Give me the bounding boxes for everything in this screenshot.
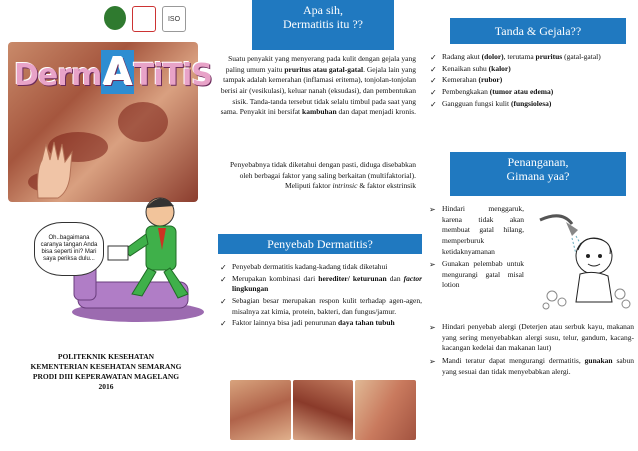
list-item: ✓ Gangguan fungsi kulit (fungsiolesa) <box>428 99 634 110</box>
institution-line: KEMENTERIAN KESEHATAN SEMARANG <box>30 362 182 372</box>
institution-line: POLITEKNIK KESEHATAN <box>57 352 155 361</box>
section-header-apa: Apa sih, Dermatitis itu ?? <box>252 0 394 50</box>
info-column <box>214 0 426 451</box>
symptoms-column <box>428 0 638 451</box>
institution-year: 2016 <box>98 382 114 392</box>
list-item: ✓ Pembengkakan (tumor atau edema) <box>428 87 634 98</box>
treatment-list-b <box>428 322 634 379</box>
list-item: ✓ Kemerahan (rubor) <box>428 75 634 86</box>
speech-bubble: Oh..bagaimana caranya tangan Anda bisa seperti ini? Mari saya periksa dulu... <box>34 222 104 276</box>
dermatitis-photo <box>230 380 291 440</box>
list-item: ✓ Sebagian besar merupakan respon kulit terhadap agen-agen, misalnya zat kimia, protein, bakteri, dan fungus/jamur. <box>218 296 422 317</box>
list-item: ✓ Kenaikan suhu (kalor) <box>428 64 634 75</box>
cover-column <box>0 0 212 451</box>
dermatitis-photo <box>293 380 354 440</box>
cause-list <box>218 262 422 330</box>
bpsdm-logo <box>132 6 156 32</box>
logo-row <box>104 6 186 32</box>
section-header-penyebab: Penyebab Dermatitis? <box>218 234 422 254</box>
list-item: ✓ Radang akut (dolor), terutama pruritus (gatal-gatal) <box>428 52 634 63</box>
list-item: ✓ Merupakan kombinasi dari herediter/ keturunan dan factor lingkungan <box>218 274 422 295</box>
institution-line: PRODI DIII KEPERAWATAN MAGELANG <box>32 372 180 382</box>
garuda-logo <box>104 6 126 30</box>
section-header-tanda: Tanda & Gejala?? <box>450 18 626 44</box>
list-item: ➢ Hindari penyebab alergi (Deterjen atau serbuk kayu, makanan yang sering menyebabkan alergi susu, telur, gandum, kacang-kacangan kedelai dan makanan laut) <box>428 322 634 354</box>
showering-kid-illustration <box>532 210 632 314</box>
section-header-penanganan: Penanganan, Gimana yaa? <box>450 152 626 196</box>
iso-logo: ISO <box>162 6 186 32</box>
institution-block <box>8 352 204 393</box>
dermatitis-photos <box>230 380 416 440</box>
list-item: ➢ Gunakan pelembab untuk mengurangi gatal misal lotion <box>428 259 524 291</box>
dermatitis-photo <box>355 380 416 440</box>
symptom-list <box>428 52 634 110</box>
list-item: ✓ Penyebab dermatitis kadang-kadang tidak diketahui <box>218 262 422 273</box>
dermatitis-title-art: DermATiTiS <box>14 50 212 94</box>
treatment-list-a <box>428 204 524 293</box>
list-item: ➢ Hindari menggaruk, karena tidak akan membuat gatal hilang, memperburuk ketidaknyamanan <box>428 204 524 257</box>
cause-paragraph: Penyebabnya tidak diketahui dengan pasti, diduga disebabkan oleh berbagai faktor yang saling berkaitan (multifaktorial). Meliputi faktor intrinsic & faktor ekstrinsik <box>230 160 416 191</box>
list-item: ✓ Faktor lainnya bisa jadi penurunan daya tahan tubuh <box>218 318 422 329</box>
definition-paragraph: Suatu penyakit yang menyerang pada kulit dengan gejala yang paling umum yaitu pruritus atau gatal-gatal. Gejala lain yang tampak adalah kemerahan (inflamasi eritema), tonjolan-tonjolan berisi air (vesikulasi), keluar nanah (eksudasi), dan pembentukan sisik. Tanda-tanda tersebut tidak selalu timbul pada saat yang sama. Penyakit ini bersifat kambuhan dan dapat menjadi kronis. <box>220 54 416 117</box>
list-item: ➢ Mandi teratur dapat mengurangi dermatitis, gunakan sabun yang sesuai dan tidak menyebabkan alergi. <box>428 356 634 377</box>
